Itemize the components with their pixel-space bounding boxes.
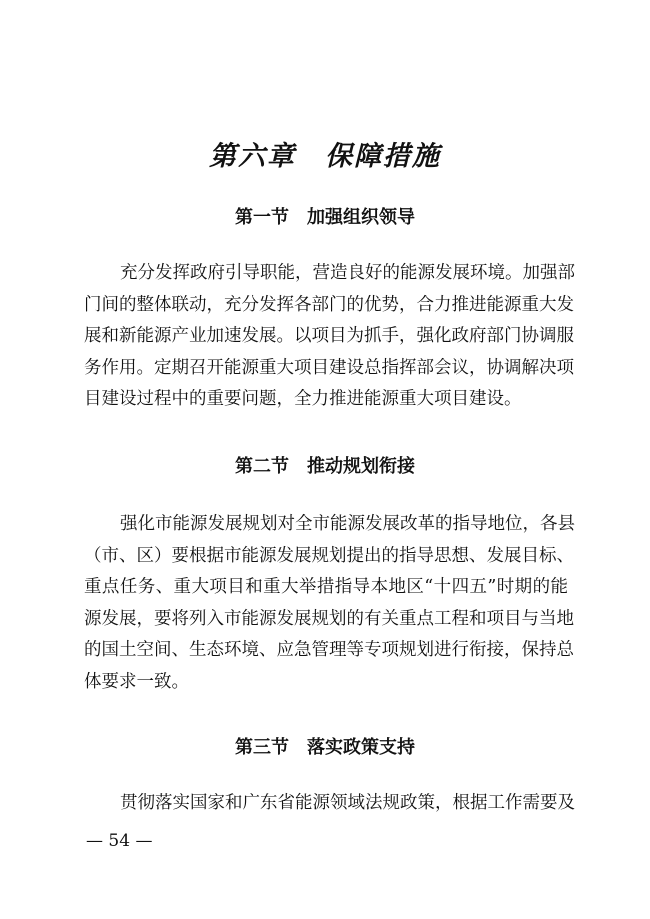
paragraph-line: 门间的整体联动，充分发挥各部门的优势，合力推进能源重大发: [84, 294, 574, 315]
section-2-paragraph: [84, 509, 575, 698]
paragraph-line: 源发展，要将列入市能源发展规划的有关重点工程和项目与当地: [84, 608, 574, 629]
paragraph-line: （市、区）要根据市能源发展规划提出的指导思想、发展目标、: [84, 545, 574, 566]
page-number: — 54 —: [86, 831, 153, 851]
section-1-paragraph: [84, 258, 575, 416]
paragraph-line: 贯彻落实国家和广东省能源领域法规政策，根据工作需要及: [120, 793, 575, 813]
section-3-paragraph: [84, 788, 575, 820]
section-title-3: 第三节 落实政策支持: [235, 737, 415, 758]
paragraph-line: 务作用。定期召开能源重大项目建设总指挥部会议，协调解决项: [84, 357, 574, 378]
paragraph-line: 重点任务、重大项目和重大举措指导本地区“十四五”时期的能: [84, 577, 568, 597]
chapter-title: 第六章 保障措施: [209, 141, 441, 172]
paragraph-line: 展和新能源产业加速发展。以项目为抓手，强化政府部门协调服: [84, 326, 574, 346]
paragraph-line: 强化市能源发展规划对全市能源发展改革的指导地位，各县: [120, 514, 575, 534]
paragraph-line: 的国土空间、生态环境、应急管理等专项规划进行衔接，保持总: [84, 640, 574, 660]
section-title-1: 第一节 加强组织领导: [235, 207, 415, 228]
paragraph-line: 充分发挥政府引导职能，营造良好的能源发展环境。加强部: [120, 263, 575, 283]
paragraph-line: 目建设过程中的重要问题，全力推进能源重大项目建设。: [84, 389, 522, 409]
paragraph-line: 体要求一致。: [84, 671, 189, 692]
section-title-2: 第二节 推动规划衔接: [235, 456, 415, 477]
